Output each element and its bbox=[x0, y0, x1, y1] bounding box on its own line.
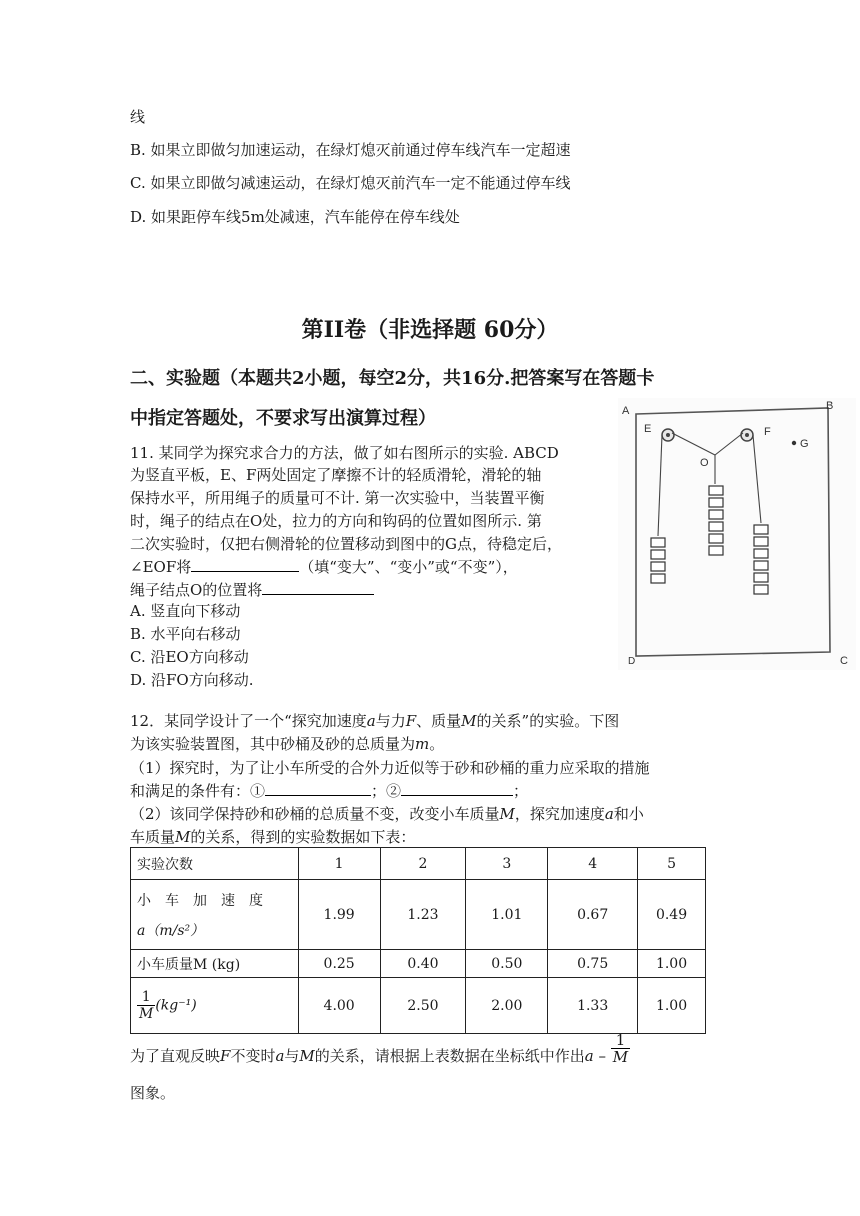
table-cell: 2.50 bbox=[380, 978, 466, 1034]
row-label-acceleration-text: 小 车 加 速 度 bbox=[137, 892, 263, 909]
q12-part2-a: （2）该同学保持砂和砂桶的总质量不变，改变小车质量 bbox=[130, 805, 500, 823]
q12-part2-c: 和小 bbox=[613, 805, 644, 823]
q11-line2: 为竖直平板，E、F两处固定了摩擦不计的轻质滑轮，滑轮的轴 bbox=[130, 466, 542, 484]
q12-part3-a: 车质量 bbox=[130, 828, 176, 846]
q12-line2-b: 。 bbox=[429, 735, 445, 753]
table-cell: 2.00 bbox=[466, 978, 548, 1034]
table-row bbox=[131, 848, 706, 880]
q12-part1-mid: ；② bbox=[371, 782, 402, 800]
q11-line7 bbox=[130, 580, 374, 600]
option-c: C. 如果立即做匀减速运动，在绿灯熄灭前汽车一定不能通过停车线 bbox=[130, 174, 571, 192]
fraction-denominator: M bbox=[139, 1006, 154, 1022]
inverse-mass-unit: (kg⁻¹) bbox=[155, 997, 197, 1014]
var-M: M bbox=[299, 1047, 315, 1065]
q11-line3: 保持水平，所用绳子的质量可不计. 第一次实验中，当装置平衡 bbox=[130, 489, 545, 507]
table-cell: 0.49 bbox=[638, 880, 706, 950]
q11-line6-end: （填“变大”、“变小”或“不变”）， bbox=[299, 558, 518, 576]
var-m: m bbox=[415, 735, 430, 753]
q11-line6 bbox=[130, 557, 518, 577]
point-G bbox=[792, 441, 796, 445]
table-cell: 0.25 bbox=[298, 950, 380, 978]
experiment-data-table bbox=[130, 847, 706, 1034]
q12-line1-c: 、质量 bbox=[416, 712, 462, 730]
label-O: O bbox=[700, 457, 709, 469]
q11-option-b: B. 水平向右移动 bbox=[130, 625, 241, 643]
q12-end-d: 的关系，请根据上表数据在坐标纸中作出 bbox=[314, 1047, 585, 1065]
var-M: M bbox=[461, 712, 477, 730]
label-B: B bbox=[826, 400, 834, 412]
var-a: a bbox=[275, 1047, 285, 1065]
q12-end-a: 为了直观反映 bbox=[130, 1047, 221, 1065]
table-header-cell: 2 bbox=[380, 848, 466, 880]
q12-closing-line1 bbox=[130, 1030, 630, 1066]
q12-end-c: 与 bbox=[284, 1047, 300, 1065]
q11-line1: 11. 某同学为探究求合力的方法，做了如右图所示的实验. ABCD bbox=[130, 444, 559, 462]
table-cell: 1.23 bbox=[380, 880, 466, 950]
fraction-1-over-M bbox=[137, 989, 155, 1022]
table-cell: 1.33 bbox=[548, 978, 638, 1034]
var-M: M bbox=[175, 828, 191, 846]
q12-line1-b: 与力 bbox=[375, 712, 406, 730]
table-row bbox=[131, 950, 706, 978]
q11-line4: 时，绳子的结点在O处，拉力的方向和钩码的位置如图所示. 第 bbox=[130, 512, 542, 530]
table-cell: 0.75 bbox=[548, 950, 638, 978]
table-cell: 1.01 bbox=[466, 880, 548, 950]
table-cell: 0.50 bbox=[466, 950, 548, 978]
table-row bbox=[131, 880, 706, 950]
fraction-numerator: 1 bbox=[137, 989, 155, 1006]
table-header-cell: 4 bbox=[548, 848, 638, 880]
q12-line1-d: 的关系”的实验。下图 bbox=[476, 712, 620, 730]
dash: – bbox=[593, 1047, 611, 1065]
fraction-1-over-M bbox=[611, 1032, 630, 1065]
option-d: D. 如果距停车线5m处减速，汽车能停在停车线处 bbox=[130, 208, 460, 226]
q12-part2-line1 bbox=[130, 804, 644, 824]
table-cell: 1.00 bbox=[638, 978, 706, 1034]
section2-heading-line2: 中指定答题处，不要求写出演算过程） bbox=[130, 408, 436, 429]
var-M: M bbox=[499, 805, 515, 823]
option-a-tail: 线 bbox=[130, 108, 146, 126]
table-header-cell: 3 bbox=[466, 848, 548, 880]
fraction-numerator: 1 bbox=[611, 1032, 630, 1049]
var-F: F bbox=[220, 1047, 231, 1065]
table-header-trial: 实验次数 bbox=[131, 848, 299, 880]
row-label-acceleration-unit: a（m/s²） bbox=[137, 922, 205, 939]
q11-line7-text: 绳子结点O的位置将 bbox=[130, 581, 263, 599]
row-label-acceleration bbox=[131, 880, 299, 950]
var-F: F bbox=[405, 712, 417, 730]
q11-line6-start: ∠EOF将 bbox=[130, 558, 192, 576]
q12-part1-end: ； bbox=[513, 782, 529, 800]
label-D: D bbox=[628, 656, 636, 667]
q12-line1 bbox=[130, 711, 619, 731]
q12-part2-line2 bbox=[130, 827, 415, 847]
answer-blank-position[interactable] bbox=[262, 580, 374, 595]
answer-blank-angle[interactable] bbox=[191, 557, 299, 572]
label-E: E bbox=[644, 423, 652, 435]
answer-blank-condition-1[interactable] bbox=[265, 781, 371, 796]
label-A: A bbox=[622, 405, 630, 417]
q12-end-b: 不变时 bbox=[230, 1047, 276, 1065]
pulley-F bbox=[741, 429, 753, 441]
apparatus-figure bbox=[618, 398, 856, 670]
label-C: C bbox=[840, 655, 848, 667]
fraction-denominator: M bbox=[612, 1047, 629, 1066]
table-row bbox=[131, 978, 706, 1034]
q12-part1-line1: （1）探究时，为了让小车所受的合外力近似等于砂和砂桶的重力应采取的措施 bbox=[130, 759, 650, 777]
label-G: G bbox=[800, 438, 809, 450]
table-cell: 0.67 bbox=[548, 880, 638, 950]
label-F: F bbox=[764, 426, 771, 438]
table-cell: 1.99 bbox=[298, 880, 380, 950]
q11-option-a: A. 竖直向下移动 bbox=[130, 602, 241, 620]
q12-part1-line2 bbox=[130, 781, 528, 801]
q12-line1-a: 12．某同学设计了一个“探究加速度 bbox=[130, 712, 367, 730]
q12-part1-prefix: 和满足的条件有：① bbox=[130, 782, 266, 800]
section2-heading-line1: 二、实验题（本题共2小题，每空2分，共16分.把答案写在答题卡 bbox=[130, 368, 655, 389]
q11-option-d: D. 沿FO方向移动. bbox=[130, 671, 254, 689]
pulley-E bbox=[662, 429, 674, 441]
q12-part2-b: ，探究加速度 bbox=[514, 805, 605, 823]
var-a: a bbox=[604, 805, 614, 823]
row-label-inverse-mass bbox=[131, 978, 299, 1034]
q12-part3-b: 的关系，得到的实验数据如下表： bbox=[190, 828, 416, 846]
q12-line2 bbox=[130, 734, 444, 754]
option-b: B. 如果立即做匀加速运动，在绿灯熄灭前通过停车线汽车一定超速 bbox=[130, 141, 571, 159]
var-a: a bbox=[584, 1047, 594, 1065]
table-header-cell: 1 bbox=[298, 848, 380, 880]
table-cell: 4.00 bbox=[298, 978, 380, 1034]
row-label-mass: 小车质量M (kg) bbox=[131, 950, 299, 978]
q11-option-c: C. 沿EO方向移动 bbox=[130, 648, 249, 666]
table-cell: 0.40 bbox=[380, 950, 466, 978]
q12-line2-a: 为该实验装置图，其中砂桶及砂的总质量为 bbox=[130, 735, 416, 753]
var-a: a bbox=[366, 712, 376, 730]
q12-closing-line2: 图象。 bbox=[130, 1084, 176, 1102]
q11-line5: 二次实验时，仅把右侧滑轮的位置移动到图中的G点，待稳定后， bbox=[130, 535, 562, 553]
answer-blank-condition-2[interactable] bbox=[401, 781, 513, 796]
table-header-cell: 5 bbox=[638, 848, 706, 880]
table-cell: 1.00 bbox=[638, 950, 706, 978]
part2-title: 第II卷（非选择题 60分） bbox=[301, 317, 559, 343]
